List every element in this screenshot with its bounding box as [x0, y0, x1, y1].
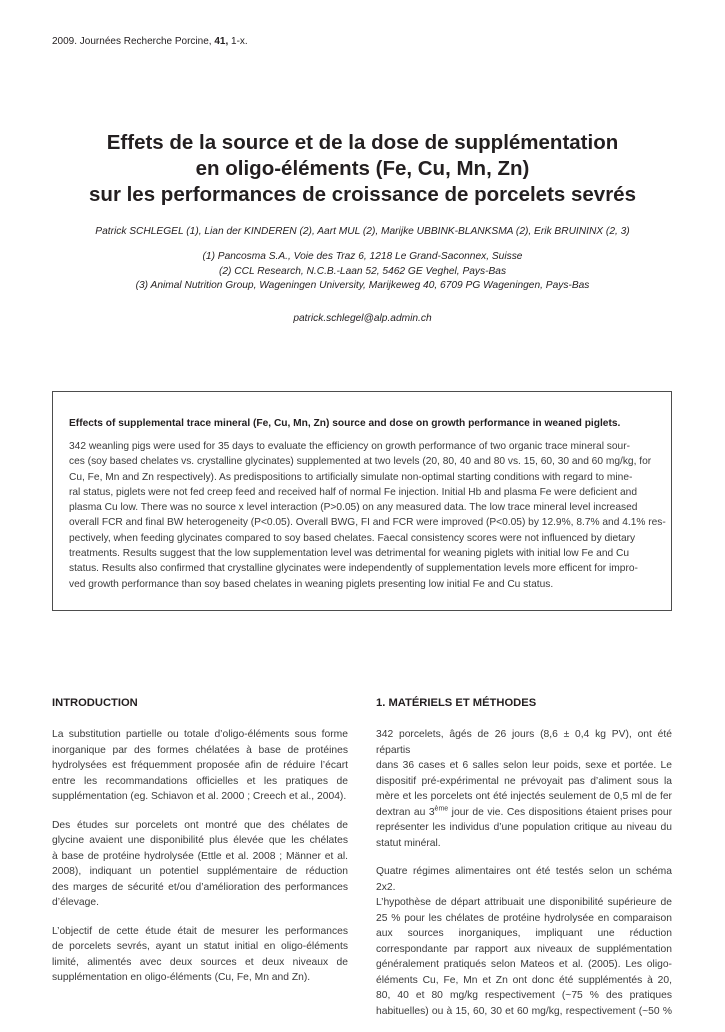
text-line: représenter les individus d’une population critique au niveau du [376, 822, 672, 833]
text-line: correspondante par rapport aux niveaux de supplémentation [376, 943, 672, 955]
introduction-heading: INTRODUCTION [52, 697, 138, 709]
text-line [376, 805, 672, 821]
text-line: supplémentation en oligo-éléments (Cu, Fe, Mn and Zn). [52, 972, 311, 983]
dextran-text-tail: jour de vie. Ces dispositions étaient prises pour [448, 806, 672, 818]
abstract-line: status. Results also confirmed that crystalline glycinates were independently of supplementation levels more efficent for impro- [69, 563, 638, 575]
text-line: habituelles) ou à 15, 60, 30 et 60 mg/kg, respectivement (~50 % [376, 1005, 672, 1017]
text-line: mère et les porcelets ont été injectés seulement de 0,5 ml de fer [376, 791, 672, 802]
text-line: Quatre régimes alimentaires ont été testés selon un schéma 2x2. [376, 866, 672, 893]
text-line: 25 % pour les chélates de protéine hydrolysée en comparaison [376, 912, 672, 924]
dextran-text: dextran au 3 [376, 806, 435, 818]
affiliation: (2) CCL Research, N.C.B.-Laan 52, 5462 GE Veghel, Pays-Bas [218, 265, 507, 277]
superscript-eme: ème [434, 805, 449, 813]
introduction-paragraph [52, 727, 348, 805]
abstract-line: ces (soy based chelates vs. crystalline glycinates) supplemented at two levels (20, 80, 40 and 80 vs. 15, 60, 30 and 60 mg/kg, for [69, 456, 652, 468]
author-list: Patrick SCHLEGEL (1), Lian der KINDEREN (2), Aart MUL (2), Marijke UBBINK-BLANKSMA (2), Erik BRUININX (2, 3) [95, 226, 630, 237]
text-line: L’objectif de cette étude était de mesurer les performances [52, 925, 348, 937]
text-line: 2008), indiquant un potentiel supplémentaire de réduction [52, 866, 348, 877]
contact-email: patrick.schlegel@alp.admin.ch [293, 313, 432, 324]
abstract-title: Effects of supplemental trace mineral (Fe, Cu, Mn, Zn) source and dose on growth performance in weaned piglets. [69, 418, 621, 429]
text-line: L’hypothèse de départ attribuait une disponibilité supérieure de [376, 897, 672, 908]
abstract-line: Cu, Fe, Mn and Zn respectively). As predispositions to artificially simulate non-optimal starting conditions with regard to mine- [69, 471, 633, 483]
introduction-column [52, 697, 348, 999]
methods-paragraph [376, 727, 672, 851]
title-line: Effets de la source et de la dose de supplémentation [106, 131, 619, 154]
text-line: de porcelets sevrés, ayant un statut initial en oligo-éléments [52, 941, 348, 952]
text-line: Des études sur porcelets ont montré que des chélates de [52, 819, 348, 831]
text-line: dispositif pré-expérimental ne prévoyait pas d’aliment sous la [376, 775, 672, 787]
text-line: entre les recommandations officielles et les pratiques de [52, 775, 348, 787]
abstract-line: plasma Cu low. There was no source x level interaction (P>0.05) on any measured data. The low trace mineral level increased [69, 502, 638, 514]
abstract-box [52, 391, 672, 611]
title-line: sur les performances de croissance de porcelets sevrés [89, 183, 636, 206]
affiliation: (1) Pancosma S.A., Voie des Traz 6, 1218 Le Grand-Saconnex, Suisse [202, 251, 523, 262]
text-line: 80, 40 et 80 mg/kg respectivement (~75 % des pratiques [376, 990, 672, 1001]
abstract-line: treatments. Results suggest that the low supplementation level was detrimental for weaning piglets with initial low Fe and Cu [69, 548, 630, 560]
introduction-paragraph [52, 924, 348, 986]
running-head-prefix: 2009. Journées Recherche Porcine, [52, 36, 215, 47]
affiliations [0, 250, 725, 294]
abstract-line: pectively, when feeding glycinates compared to soy based chelates. Faecal consistency scores were not influenced by dietary [69, 532, 636, 544]
title-line: en oligo-éléments (Fe, Cu, Mn, Zn) [195, 157, 530, 180]
running-head-pages: 1-x. [228, 36, 248, 47]
methods-paragraph [376, 864, 672, 1019]
text-line: généralement pratiqués selon Mateos et al. (2005). Les oligo- [376, 959, 672, 970]
methods-column [376, 697, 672, 1032]
affiliation: (3) Animal Nutrition Group, Wageningen University, Marijkeweg 40, 6709 PG Wageningen, Pays-Bas [135, 280, 590, 292]
text-line: statut minéral. [376, 837, 441, 849]
text-line: d’élevage. [52, 897, 99, 908]
text-line: dans 36 cases et 6 salles selon leur poids, sexe et portée. Le [376, 760, 672, 771]
text-line: limité, alimentés avec deux sources et deux niveaux de [52, 956, 348, 968]
running-head [52, 36, 248, 47]
text-line: éléments Cu, Fe, Mn et Zn ont donc été supplémentés à 20, [376, 974, 672, 986]
abstract-line: ved growth performance than soy based chelates in weaning piglets presenting low initial Fe and Cu status. [69, 578, 554, 590]
abstract-line: 342 weanling pigs were used for 35 days to evaluate the efficiency on growth performance of two organic trace mineral sour- [69, 441, 630, 452]
text-line: aux sources inorganiques, impliquant une réduction [376, 928, 672, 939]
abstract-line: overall FCR and final BW heterogeneity (P<0.05). Overall BWG, FI and FCR were improved (P<0.05) by 12.9%, 8.7% and 4.1% res- [69, 517, 666, 529]
introduction-paragraph [52, 818, 348, 911]
abstract-line: ral status, piglets were not fed creep feed and received half of normal Fe injection. Initial Hb and plasma Fe were deficient and [69, 486, 637, 498]
paper-title [0, 130, 725, 208]
abstract-body [69, 439, 666, 592]
text-line: 342 porcelets, âgés de 26 jours (8,6 ± 0,4 kg PV), ont été répartis [376, 729, 672, 756]
text-line: des marges de sécurité et/ou d’amélioration des performances [52, 881, 348, 893]
methods-heading: 1. MATÉRIELS ET MÉTHODES [376, 697, 537, 709]
text-line: à base de protéine hydrolysée (Ettle et al. 2008 ; Männer et al. [52, 850, 348, 862]
running-head-volume: 41, [214, 36, 229, 47]
text-line: supplémentation (eg. Schiavon et al. 2000 ; Creech et al., 2004). [52, 791, 347, 802]
text-line: hydrolysées est fréquemment proposée afin de réduire l’écart [52, 760, 348, 771]
text-line: glycine avaient une disponibilité plus élevée que les chélates [52, 835, 348, 846]
text-line: La substitution partielle ou totale d’oligo-éléments sous forme [52, 729, 348, 740]
text-line: inorganique par des formes chélatées à base de protéines [52, 744, 348, 756]
